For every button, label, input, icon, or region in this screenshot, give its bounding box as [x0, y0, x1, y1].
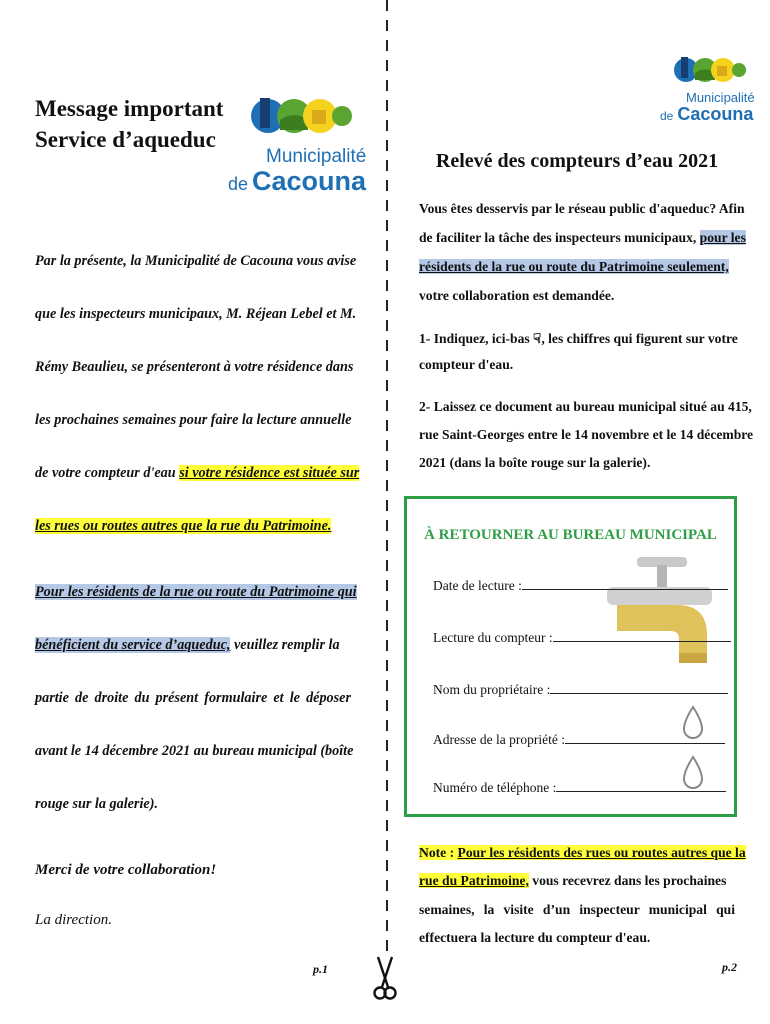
step1-line-1: 1- Indiquez, ici-bas ☟, les chiffres qui figurent sur votre: [419, 331, 738, 346]
scissors-icon: [372, 955, 398, 1003]
step2-line-1: 2- Laissez ce document au bureau municipal situé au 415,: [419, 399, 752, 414]
field-adresse-propriete[interactable]: [433, 731, 725, 748]
left-para2-line-2: [35, 637, 351, 654]
field-label: Nom du propriétaire :: [433, 682, 551, 697]
field-line[interactable]: [553, 629, 731, 642]
right-highlight-patrimoine: résidents de la rue ou route du Patrimoine seulement,: [419, 259, 729, 274]
page-title-left: [35, 93, 223, 155]
field-lecture-compteur[interactable]: [433, 629, 731, 646]
form-title: À RETOURNER AU BUREAU MUNICIPAL: [424, 527, 717, 543]
note-line-2-text: vous recevrez dans les prochaines: [528, 873, 727, 888]
field-line[interactable]: [550, 681, 728, 694]
left-para2-line-3: partie de droite du présent formulaire et le déposer: [35, 690, 351, 706]
note-line-4: effectuera la lecture du compteur d'eau.: [419, 930, 651, 945]
intro-line-2: [419, 230, 746, 246]
left-para2-line-1: [35, 584, 357, 601]
signature-text: La direction.: [35, 912, 112, 928]
note-highlight-other-streets: Pour les résidents des rues ou routes autres que la: [457, 845, 746, 860]
field-line[interactable]: [522, 577, 728, 590]
left-highlight-residence: si votre résidence est située sur: [179, 465, 360, 481]
field-line[interactable]: [565, 731, 725, 744]
left-para1-line-2: que les inspecteurs municipaux, M. Réjean Lebel et M.: [35, 306, 357, 322]
field-label: Numéro de téléphone :: [433, 780, 557, 795]
cut-line: [383, 0, 391, 960]
note-label: Note :: [419, 845, 455, 860]
left-highlight-aqueduc: bénéficient du service d’aqueduc,: [35, 637, 231, 653]
left-para1-line-5-text: de votre compteur d'eau: [35, 465, 180, 481]
title-line-2: Service d’aqueduc: [35, 127, 216, 152]
logo-word-cacouna: Cacouna: [252, 166, 367, 196]
field-numero-telephone[interactable]: [433, 779, 726, 796]
page-number-left: p.1: [313, 962, 328, 976]
logo-emblem-icon: [228, 86, 353, 148]
page-title-right: Relevé des compteurs d’eau 2021: [435, 150, 719, 172]
note-line-2: [419, 873, 735, 889]
municipality-logo-right: [660, 48, 755, 128]
logo-word-cacouna: Cacouna: [677, 104, 754, 124]
right-highlight-pour-les: pour les: [699, 230, 746, 245]
logo-word-municipalite: Municipalité: [266, 146, 367, 167]
thanks-text: Merci de votre collaboration!: [35, 862, 217, 878]
page-number-right: p.2: [722, 960, 737, 974]
logo-line-2: [660, 104, 753, 125]
left-para1-line-4: les prochaines semaines pour faire la lecture annuelle: [35, 412, 352, 428]
left-highlight-other-streets: les rues ou routes autres que la rue du Patrimoine.: [35, 518, 332, 534]
left-para1-line-3: Rémy Beaulieu, se présenteront à votre résidence dans: [35, 359, 354, 375]
field-line[interactable]: [556, 779, 726, 792]
left-para1-line-5: [35, 465, 360, 482]
left-para2-line-4: avant le 14 décembre 2021 au bureau municipal (boîte: [35, 743, 354, 759]
field-label: Adresse de la propriété :: [433, 732, 565, 747]
note-line-1: [419, 845, 746, 861]
left-para1-line-6: [35, 518, 351, 535]
field-label: Date de lecture :: [433, 578, 522, 593]
logo-word-de: de: [660, 109, 674, 123]
logo-word-de: de: [228, 174, 249, 194]
note-line-3: semaines, la visite d’un inspecteur municipal qui: [419, 902, 735, 917]
field-nom-proprietaire[interactable]: [433, 681, 728, 698]
step2-line-2: rue Saint-Georges entre le 14 novembre et le 14 décembre: [419, 427, 754, 442]
left-para1-line-1: Par la présente, la Municipalité de Cacouna vous avise: [35, 253, 357, 269]
logo-word-municipalite: Municipalité: [686, 90, 755, 105]
logo-line-2: [228, 166, 366, 197]
field-date-lecture[interactable]: [433, 577, 728, 594]
municipality-logo-left: [228, 86, 367, 198]
step1-line-2: compteur d'eau.: [419, 357, 514, 372]
intro-line-3: [419, 259, 735, 275]
intro-line-1: Vous êtes desservis par le réseau public d'aqueduc? Afin: [419, 201, 745, 216]
step2-line-3: 2021 (dans la boîte rouge sur la galerie).: [419, 455, 651, 470]
note-highlight-patrimoine: rue du Patrimoine,: [419, 873, 529, 888]
intro-line-4: votre collaboration est demandée.: [419, 288, 615, 303]
return-form-box: [404, 496, 737, 817]
logo-emblem-icon: [660, 48, 746, 90]
left-para2-line-5: rouge sur la galerie).: [35, 796, 158, 812]
intro-line-2-text: de faciliter la tâche des inspecteurs municipaux,: [419, 230, 700, 245]
left-para2-line-2-text: veuillez remplir la: [230, 637, 340, 653]
title-line-1: Message important: [35, 96, 224, 121]
left-highlight-patrimoine: Pour les résidents de la rue ou route du Patrimoine qui: [35, 584, 357, 600]
field-label: Lecture du compteur :: [433, 630, 553, 645]
